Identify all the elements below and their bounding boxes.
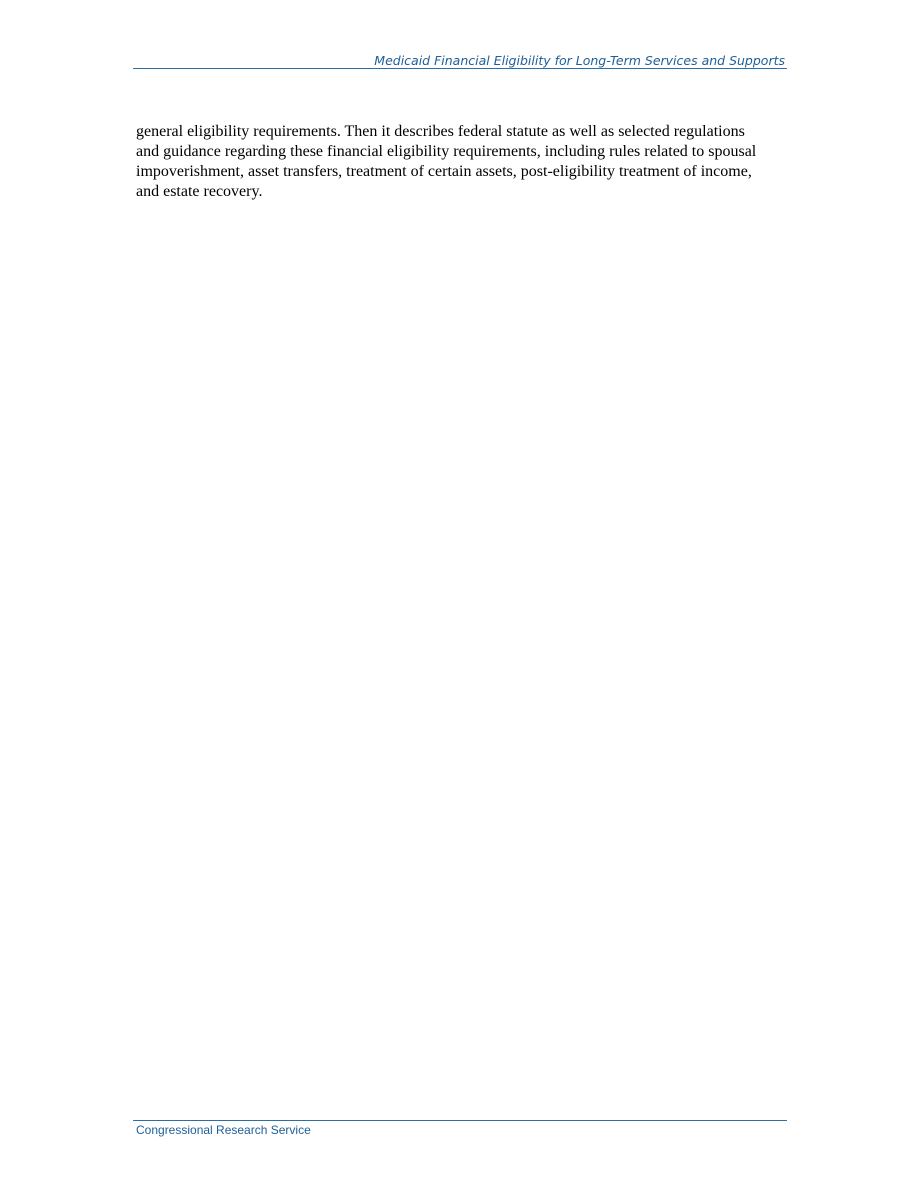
running-header-title: Medicaid Financial Eligibility for Long-Term Services and Supports [374, 53, 785, 68]
footer-organization: Congressional Research Service [136, 1123, 311, 1137]
body-paragraph [136, 122, 786, 202]
body-line: and guidance regarding these financial eligibility requirements, including rules related to spousal [136, 143, 757, 160]
body-line: general eligibility requirements. Then it describes federal statute as well as selected regulations [136, 123, 745, 140]
body-line: impoverishment, asset transfers, treatment of certain assets, post-eligibility treatment of income, [136, 163, 752, 180]
body-line: and estate recovery. [136, 183, 263, 200]
footer-rule [133, 1120, 787, 1121]
running-header [133, 52, 787, 69]
